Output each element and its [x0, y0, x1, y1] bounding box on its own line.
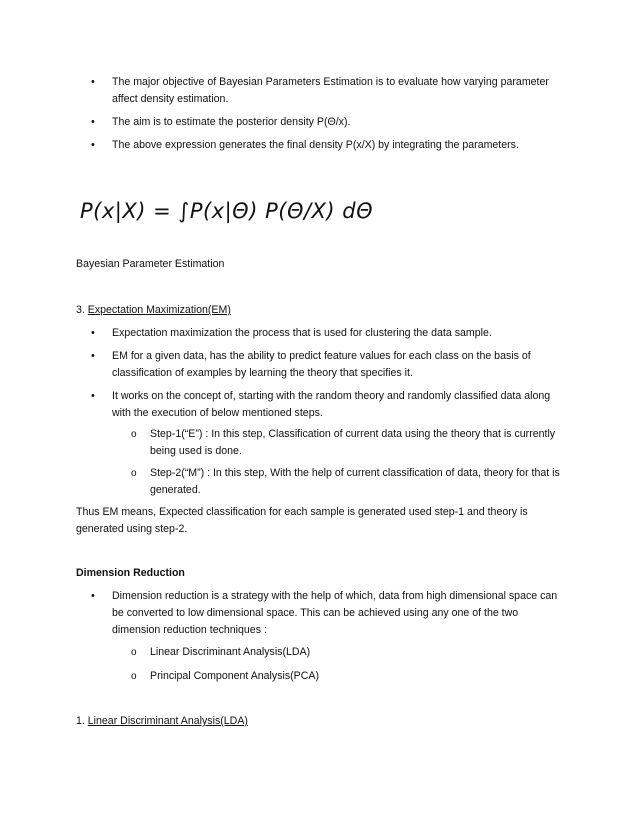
sub-bullet-icon: o [131, 429, 137, 440]
em-conclusion: Thus EM means, Expected classification for each sample is generated used step-1 and theory is generated using step-2. [76, 506, 528, 535]
lda-heading-title: Linear Discriminant Analysis(LDA) [87, 715, 248, 727]
bullet-icon: • [91, 390, 95, 402]
em-heading [76, 302, 231, 319]
em-sub-item-text: Step-2(“M”) : In this step, With the help of current classification of data, theory for that is generated. [150, 467, 560, 496]
em-sub-item-text: Step-1(“E”) : In this step, Classification of current data using the theory that is currently being used is done. [150, 428, 556, 457]
sub-bullet-icon: o [131, 468, 137, 479]
dr-sub-item-text: Linear Discriminant Analysis(LDA) [150, 646, 311, 658]
sub-bullet-icon: o [131, 647, 137, 658]
em-bullet-text: Expectation maximization the process that is used for clustering the data sample. [112, 327, 492, 339]
dr-bullet-text: Dimension reduction is a strategy with the help of which, data from high dimensional space can be converted to low dimensional space. This can be achieved using any one of the two dimension reduction techniques : [112, 590, 558, 636]
lda-heading-number: 1. [76, 715, 88, 727]
em-heading-number: 3. [76, 304, 88, 316]
sub-bullet-icon: o [131, 671, 137, 682]
em-bullet-text: EM for a given data, has the ability to predict feature values for each class on the basis of classification of examples by learning the theory that specifies it. [112, 350, 531, 379]
bullet-icon: • [91, 350, 95, 362]
bullet-icon: • [91, 590, 95, 602]
figure-caption: Bayesian Parameter Estimation [76, 258, 225, 270]
formula-text: P(x|X) = ∫P(x|Θ) P(Θ/X) dΘ [80, 199, 374, 223]
intro-bullet-text: The above expression generates the final density P(x/X) by integrating the parameters. [112, 139, 519, 151]
bullet-icon: • [91, 116, 95, 128]
handwritten-formula [78, 190, 374, 230]
lda-heading [76, 713, 248, 730]
em-bullet-text: It works on the concept of, starting with the random theory and randomly classified data along with the execution of below mentioned steps. [112, 390, 551, 419]
dr-sub-item-text: Principal Component Analysis(PCA) [150, 670, 319, 682]
dimension-reduction-heading: Dimension Reduction [76, 567, 185, 579]
em-heading-title: Expectation Maximization(EM) [87, 304, 231, 316]
intro-bullet-text: The aim is to estimate the posterior density P(Θ/x). [112, 116, 351, 128]
bullet-icon: • [91, 327, 95, 339]
bullet-icon: • [91, 139, 95, 151]
bullet-icon: • [91, 76, 95, 88]
intro-bullet-text: The major objective of Bayesian Parameters Estimation is to evaluate how varying parameter affect density estimation. [112, 76, 549, 105]
